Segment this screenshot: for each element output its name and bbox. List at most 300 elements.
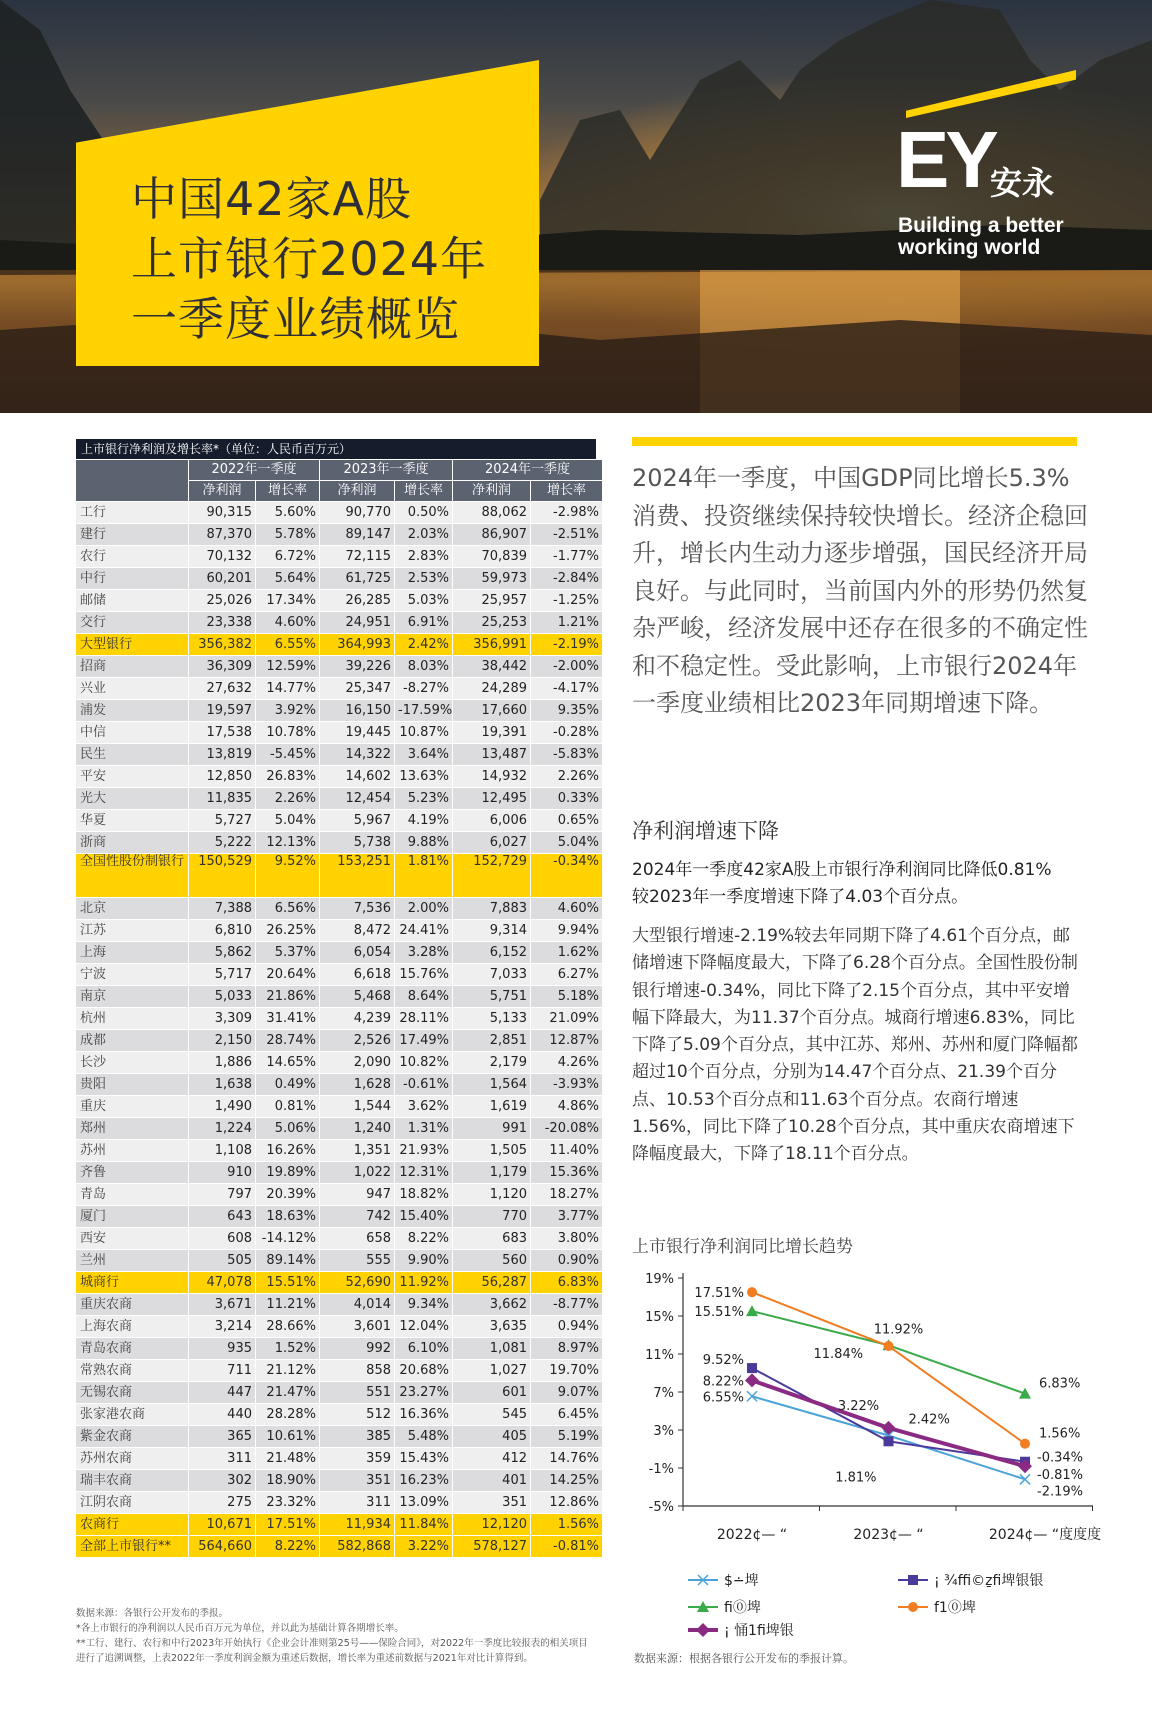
legend-label: $∸埤 xyxy=(724,1573,759,1589)
net-profit-cell: 12,850 xyxy=(189,766,255,787)
growth-rate-cell: 18.63% xyxy=(256,1206,319,1227)
bank-name: 交行 xyxy=(76,612,188,633)
growth-rate-cell: 17.49% xyxy=(395,1030,452,1051)
growth-rate-cell: 28.66% xyxy=(256,1316,319,1337)
growth-rate-cell: 11.92% xyxy=(395,1272,452,1293)
growth-rate-cell: 9.88% xyxy=(395,832,452,853)
bank-name: 光大 xyxy=(76,788,188,809)
growth-rate-cell: 19.89% xyxy=(256,1162,319,1183)
net-profit-cell: 5,738 xyxy=(320,832,394,853)
data-label: 17.51% xyxy=(694,1286,744,1302)
net-profit-cell: 275 xyxy=(189,1492,255,1513)
net-profit-cell: 5,468 xyxy=(320,986,394,1007)
header-period: 2024年一季度 xyxy=(453,460,602,480)
y-tick-label: 11% xyxy=(645,1348,674,1363)
net-profit-cell: 2,150 xyxy=(189,1030,255,1051)
net-profit-cell: 1,490 xyxy=(189,1096,255,1117)
table-row xyxy=(76,568,602,589)
growth-rate-cell: 4.60% xyxy=(531,898,602,919)
ey-logo xyxy=(896,70,1086,270)
growth-rate-cell: 3.62% xyxy=(395,1096,452,1117)
growth-rate-cell: 10.82% xyxy=(395,1052,452,1073)
tagline-line-2: working world xyxy=(898,236,1041,259)
growth-rate-cell: 21.09% xyxy=(531,1008,602,1029)
net-profit-cell: 11,835 xyxy=(189,788,255,809)
growth-rate-cell: 21.47% xyxy=(256,1382,319,1403)
table-row xyxy=(76,810,602,831)
table-row xyxy=(76,1140,602,1161)
table-row xyxy=(76,1118,602,1139)
net-profit-cell: 1,240 xyxy=(320,1118,394,1139)
growth-rate-cell: 20.39% xyxy=(256,1184,319,1205)
header-net-profit: 净利润 xyxy=(189,481,255,501)
intro-paragraph: 2024年一季度，中国GDP同比增长5.3% 消费、投资继续保持较快增长。经济企稳回升，增长内生动力逐步增强，国民经济开局良好。与此同时，当前国内外的形势仍然复杂严峻，经济发展中还存在很多的不确定性和不稳定性。受此影响，上市银行2024年一季度业绩相比2023年同期增速下降。 xyxy=(632,464,1088,717)
net-profit-cell: 17,538 xyxy=(189,722,255,743)
net-profit-cell: 9,314 xyxy=(453,920,530,941)
net-profit-cell: 658 xyxy=(320,1228,394,1249)
subtotal-row xyxy=(76,634,602,655)
growth-rate-cell: 21.48% xyxy=(256,1448,319,1469)
header-blank xyxy=(76,460,188,501)
bank-name: 全国性股份制银行 xyxy=(76,854,188,897)
growth-rate-cell: 24.41% xyxy=(395,920,452,941)
net-profit-cell: 910 xyxy=(189,1162,255,1183)
net-profit-cell: 88,062 xyxy=(453,502,530,523)
report-title-line-2: 上市银行2024年 xyxy=(131,232,488,286)
diamond-marker xyxy=(696,1623,710,1637)
table-row xyxy=(76,1404,602,1425)
net-profit-cell: 947 xyxy=(320,1184,394,1205)
triangle-marker xyxy=(746,1305,758,1316)
table-row xyxy=(76,766,602,787)
net-profit-cell: 90,315 xyxy=(189,502,255,523)
growth-rate-cell: -0.34% xyxy=(531,854,602,897)
diamond-marker xyxy=(882,1421,896,1435)
net-profit-cell: 12,454 xyxy=(320,788,394,809)
net-profit-cell: 36,309 xyxy=(189,656,255,677)
growth-rate-cell: 9.34% xyxy=(395,1294,452,1315)
growth-rate-cell: 6.72% xyxy=(256,546,319,567)
growth-rate-cell: 18.82% xyxy=(395,1184,452,1205)
growth-rate-cell: -2.19% xyxy=(531,634,602,655)
net-profit-cell: 24,289 xyxy=(453,678,530,699)
bank-name: 大型银行 xyxy=(76,634,188,655)
table-row xyxy=(76,920,602,941)
growth-rate-cell: 2.03% xyxy=(395,524,452,545)
growth-rate-cell: 31.41% xyxy=(256,1008,319,1029)
header-growth: 增长率 xyxy=(256,481,319,501)
growth-rate-cell: 9.94% xyxy=(531,920,602,941)
growth-rate-cell: 0.50% xyxy=(395,502,452,523)
growth-rate-cell: 11.40% xyxy=(531,1140,602,1161)
growth-rate-cell: -2.00% xyxy=(531,656,602,677)
table-row xyxy=(76,1228,602,1249)
header-net-profit: 净利润 xyxy=(453,481,530,501)
net-profit-cell: 5,717 xyxy=(189,964,255,985)
legend-label: f1⓪埤 xyxy=(934,1600,976,1616)
net-profit-cell: 4,014 xyxy=(320,1294,394,1315)
growth-rate-cell: 28.28% xyxy=(256,1404,319,1425)
data-label: -0.34% xyxy=(1037,1450,1083,1466)
table-row xyxy=(76,1184,602,1205)
table-row xyxy=(76,502,602,523)
data-label: 6.83% xyxy=(1039,1376,1081,1392)
bank-name: 民生 xyxy=(76,744,188,765)
growth-rate-cell: 28.74% xyxy=(256,1030,319,1051)
growth-rate-cell: 21.86% xyxy=(256,986,319,1007)
net-profit-cell: 11,934 xyxy=(320,1514,394,1535)
growth-rate-cell: 16.36% xyxy=(395,1404,452,1425)
table-row xyxy=(76,1360,602,1381)
net-profit-cell: 19,391 xyxy=(453,722,530,743)
bank-name: 建行 xyxy=(76,524,188,545)
growth-rate-cell: -5.83% xyxy=(531,744,602,765)
net-profit-cell: 60,201 xyxy=(189,568,255,589)
y-tick-label: 19% xyxy=(645,1272,674,1287)
net-profit-cell: 351 xyxy=(453,1492,530,1513)
net-profit-cell: 412 xyxy=(453,1448,530,1469)
growth-rate-cell: 5.78% xyxy=(256,524,319,545)
net-profit-cell: 13,819 xyxy=(189,744,255,765)
ey-logo-cn: 安永 xyxy=(990,164,1055,202)
bank-name: 常熟农商 xyxy=(76,1360,188,1381)
header-growth: 增长率 xyxy=(531,481,602,501)
net-profit-cell: 356,382 xyxy=(189,634,255,655)
net-profit-cell: 770 xyxy=(453,1206,530,1227)
net-profit-cell: 47,078 xyxy=(189,1272,255,1293)
square-marker xyxy=(747,1363,757,1373)
bank-name: 青岛 xyxy=(76,1184,188,1205)
table-row xyxy=(76,722,602,743)
square-marker xyxy=(884,1436,894,1446)
bank-name: 工行 xyxy=(76,502,188,523)
table-row xyxy=(76,590,602,611)
header-period: 2023年一季度 xyxy=(320,460,452,480)
chart-source: 数据来源：根据各银行公开发布的季报计算。 xyxy=(634,1652,854,1665)
net-profit-cell: 1,505 xyxy=(453,1140,530,1161)
growth-rate-cell: 11.21% xyxy=(256,1294,319,1315)
bank-name: 江阴农商 xyxy=(76,1492,188,1513)
bank-name: 青岛农商 xyxy=(76,1338,188,1359)
net-profit-cell: 5,133 xyxy=(453,1008,530,1029)
data-label: 2.42% xyxy=(908,1412,950,1428)
growth-rate-cell: 5.04% xyxy=(256,810,319,831)
bank-name: 成都 xyxy=(76,1030,188,1051)
growth-rate-cell: 1.81% xyxy=(395,854,452,897)
table-row xyxy=(76,1492,602,1513)
growth-rate-cell: 12.13% xyxy=(256,832,319,853)
growth-rate-cell: 16.23% xyxy=(395,1470,452,1491)
growth-rate-cell: 6.56% xyxy=(256,898,319,919)
net-profit-cell: 2,179 xyxy=(453,1052,530,1073)
growth-rate-cell: 2.83% xyxy=(395,546,452,567)
net-profit-cell: 3,662 xyxy=(453,1294,530,1315)
net-profit-cell: 1,351 xyxy=(320,1140,394,1161)
net-profit-cell: 56,287 xyxy=(453,1272,530,1293)
growth-rate-cell: 15.43% xyxy=(395,1448,452,1469)
growth-rate-cell: 5.03% xyxy=(395,590,452,611)
footnote-source: 数据来源：各银行公开发布的季报。 xyxy=(76,1608,229,1619)
growth-rate-cell: -2.84% xyxy=(531,568,602,589)
net-profit-cell: 17,660 xyxy=(453,700,530,721)
growth-rate-cell: 9.07% xyxy=(531,1382,602,1403)
net-profit-cell: 1,886 xyxy=(189,1052,255,1073)
growth-rate-cell: 3.80% xyxy=(531,1228,602,1249)
net-profit-cell: 25,026 xyxy=(189,590,255,611)
net-profit-cell: 555 xyxy=(320,1250,394,1271)
growth-rate-cell: 23.27% xyxy=(395,1382,452,1403)
net-profit-cell: 311 xyxy=(189,1448,255,1469)
table-row xyxy=(76,1074,602,1095)
table-row xyxy=(76,1382,602,1403)
bank-name: 重庆农商 xyxy=(76,1294,188,1315)
growth-rate-cell: 4.86% xyxy=(531,1096,602,1117)
data-label: 1.81% xyxy=(835,1470,877,1486)
growth-rate-cell: 5.64% xyxy=(256,568,319,589)
ey-logo-mark: EY xyxy=(896,115,995,204)
growth-rate-cell: 10.87% xyxy=(395,722,452,743)
net-profit-table xyxy=(76,439,599,1558)
net-profit-cell: 25,957 xyxy=(453,590,530,611)
growth-rate-cell: 12.59% xyxy=(256,656,319,677)
table-row xyxy=(76,1426,602,1447)
growth-rate-cell: 89.14% xyxy=(256,1250,319,1271)
growth-rate-cell: 11.84% xyxy=(395,1514,452,1535)
table-footnotes xyxy=(76,1606,596,1666)
growth-rate-cell: 0.90% xyxy=(531,1250,602,1271)
growth-rate-cell: 14.76% xyxy=(531,1448,602,1469)
net-profit-cell: 991 xyxy=(453,1118,530,1139)
table-row xyxy=(76,898,602,919)
table-row xyxy=(76,1008,602,1029)
bank-name: 全部上市银行** xyxy=(76,1536,188,1557)
growth-rate-cell: 3.64% xyxy=(395,744,452,765)
legend-label: ¡ 悀1fi埤银 xyxy=(724,1623,794,1639)
growth-rate-cell: 12.86% xyxy=(531,1492,602,1513)
growth-rate-cell: -0.28% xyxy=(531,722,602,743)
x-tick-label: 2022¢— “ xyxy=(716,1527,788,1543)
net-profit-cell: 5,751 xyxy=(453,986,530,1007)
table-row xyxy=(76,964,602,985)
growth-rate-cell: 5.19% xyxy=(531,1426,602,1447)
bank-name: 农商行 xyxy=(76,1514,188,1535)
report-title-line-1: 中国42家A股 xyxy=(131,172,413,226)
bank-name: 郑州 xyxy=(76,1118,188,1139)
y-tick-label: 3% xyxy=(653,1424,674,1439)
growth-rate-cell: 6.27% xyxy=(531,964,602,985)
net-profit-cell: 72,115 xyxy=(320,546,394,567)
net-profit-cell: 935 xyxy=(189,1338,255,1359)
growth-rate-cell: 6.55% xyxy=(256,634,319,655)
net-profit-cell: 5,033 xyxy=(189,986,255,1007)
footnote-2: **工行、建行、农行和中行2023年开始执行《企业会计准则第25号——保险合同》，对2022年一季度比较报表的相关项目进行了追溯调整，上表2022年一季度利润金额为重述后数据，增长率为重述前数据与2021年对比计算得到。 xyxy=(76,1638,588,1664)
table-row xyxy=(76,1448,602,1469)
bank-name: 紫金农商 xyxy=(76,1426,188,1447)
bank-name: 浙商 xyxy=(76,832,188,853)
bank-name: 北京 xyxy=(76,898,188,919)
net-profit-cell: 5,862 xyxy=(189,942,255,963)
growth-rate-cell: 13.09% xyxy=(395,1492,452,1513)
table-row xyxy=(76,678,602,699)
growth-rate-cell: 6.45% xyxy=(531,1404,602,1425)
net-profit-cell: 643 xyxy=(189,1206,255,1227)
net-profit-cell: 10,671 xyxy=(189,1514,255,1535)
bank-name: 南京 xyxy=(76,986,188,1007)
growth-rate-cell: 2.42% xyxy=(395,634,452,655)
subtotal-row xyxy=(76,854,602,897)
growth-rate-cell: 0.49% xyxy=(256,1074,319,1095)
subtotal-row xyxy=(76,1536,602,1557)
net-profit-cell: 14,602 xyxy=(320,766,394,787)
data-label: 9.52% xyxy=(702,1353,744,1369)
table-row xyxy=(76,1250,602,1271)
growth-rate-cell: 3.28% xyxy=(395,942,452,963)
net-profit-cell: 564,660 xyxy=(189,1536,255,1557)
growth-rate-cell: -8.27% xyxy=(395,678,452,699)
bank-name: 张家港农商 xyxy=(76,1404,188,1425)
bank-name: 长沙 xyxy=(76,1052,188,1073)
growth-rate-cell: 2.53% xyxy=(395,568,452,589)
table-row xyxy=(76,1096,602,1117)
header-period: 2022年一季度 xyxy=(189,460,319,480)
circle-marker xyxy=(908,1602,918,1612)
growth-rate-cell: 12.87% xyxy=(531,1030,602,1051)
data-label: 6.55% xyxy=(702,1390,744,1406)
chart-title: 上市银行净利润同比增长趋势 xyxy=(632,1237,853,1257)
growth-rate-cell: 1.31% xyxy=(395,1118,452,1139)
net-profit-cell: 545 xyxy=(453,1404,530,1425)
net-profit-cell: 742 xyxy=(320,1206,394,1227)
growth-rate-cell: 1.62% xyxy=(531,942,602,963)
net-profit-cell: 7,388 xyxy=(189,898,255,919)
net-profit-cell: 52,690 xyxy=(320,1272,394,1293)
bank-name: 苏州 xyxy=(76,1140,188,1161)
net-profit-cell: 401 xyxy=(453,1470,530,1491)
net-profit-cell: 1,544 xyxy=(320,1096,394,1117)
legend-label: ¡ ¾ffi©ẕfi埤银银 xyxy=(934,1573,1044,1589)
table-row xyxy=(76,1338,602,1359)
net-profit-cell: 25,347 xyxy=(320,678,394,699)
growth-rate-cell: 8.97% xyxy=(531,1338,602,1359)
net-profit-cell: 38,442 xyxy=(453,656,530,677)
net-profit-cell: 351 xyxy=(320,1470,394,1491)
growth-rate-cell: 12.04% xyxy=(395,1316,452,1337)
growth-rate-cell: 13.63% xyxy=(395,766,452,787)
growth-rate-cell: 3.22% xyxy=(395,1536,452,1557)
bank-name: 瑞丰农商 xyxy=(76,1470,188,1491)
net-profit-cell: 2,851 xyxy=(453,1030,530,1051)
growth-rate-cell: 0.94% xyxy=(531,1316,602,1337)
net-profit-cell: 1,022 xyxy=(320,1162,394,1183)
data-label: 11.92% xyxy=(873,1322,924,1338)
growth-rate-cell: 2.00% xyxy=(395,898,452,919)
bank-name: 平安 xyxy=(76,766,188,787)
growth-rate-cell: 5.23% xyxy=(395,788,452,809)
growth-rate-cell: -3.93% xyxy=(531,1074,602,1095)
net-profit-cell: 440 xyxy=(189,1404,255,1425)
growth-rate-cell: 21.12% xyxy=(256,1360,319,1381)
section-heading: 净利润增速下降 xyxy=(632,819,779,843)
net-profit-cell: 8,472 xyxy=(320,920,394,941)
net-profit-cell: 5,727 xyxy=(189,810,255,831)
growth-rate-cell: 14.65% xyxy=(256,1052,319,1073)
growth-rate-cell: 26.83% xyxy=(256,766,319,787)
growth-rate-cell: 23.32% xyxy=(256,1492,319,1513)
net-profit-cell: 6,618 xyxy=(320,964,394,985)
detail-paragraph: 大型银行增速-2.19%较去年同期下降了4.61个百分点，邮储增速下降幅度最大，下降了6.28个百分点。全国性股份制银行增速-0.34%，同比下降了2.15个百分点，其中平安增幅下降最大，为11.37个百分点。城商行增速6.83%，同比下降了5.09个百分点，其中江苏、郑州、苏州和厦门降幅都超过10个百分点，分别为14.47个百分点、21.39个百分点、10.53个百分点和11.63个百分点。农商行增速1.56%，同比下降了10.28个百分点，其中重庆农商增速下降幅度最大，下降了18.11个百分点。 xyxy=(632,926,1078,1165)
growth-rate-cell: 1.56% xyxy=(531,1514,602,1535)
net-profit-cell: 6,810 xyxy=(189,920,255,941)
footnote-1: *各上市银行的净利润以人民币百万元为单位，并以此为基础计算各期增长率。 xyxy=(76,1623,404,1634)
net-profit-cell: 311 xyxy=(320,1492,394,1513)
table-row xyxy=(76,1206,602,1227)
growth-rate-cell: 10.78% xyxy=(256,722,319,743)
net-profit-cell: 365 xyxy=(189,1426,255,1447)
table-row xyxy=(76,546,602,567)
summary-paragraph: 2024年一季度42家A股上市银行净利润同比降低0.81% 较2023年一季度增速下降了4.03个百分点。 xyxy=(632,860,1052,907)
net-profit-cell: 153,251 xyxy=(320,854,394,897)
table-row xyxy=(76,1470,602,1491)
growth-rate-cell: 5.48% xyxy=(395,1426,452,1447)
bank-name: 兴业 xyxy=(76,678,188,699)
bank-name: 上海 xyxy=(76,942,188,963)
table-row xyxy=(76,1294,602,1315)
net-profit-cell: 61,725 xyxy=(320,568,394,589)
data-label: 8.22% xyxy=(702,1374,744,1390)
growth-rate-cell: 9.90% xyxy=(395,1250,452,1271)
growth-rate-cell: 14.25% xyxy=(531,1470,602,1491)
net-profit-cell: 152,729 xyxy=(453,854,530,897)
net-profit-cell: 551 xyxy=(320,1382,394,1403)
growth-rate-cell: 8.64% xyxy=(395,986,452,1007)
growth-rate-cell: 16.26% xyxy=(256,1140,319,1161)
net-profit-cell: 608 xyxy=(189,1228,255,1249)
growth-rate-cell: 1.52% xyxy=(256,1338,319,1359)
table-row xyxy=(76,524,602,545)
net-profit-cell: 14,322 xyxy=(320,744,394,765)
net-profit-cell: 1,108 xyxy=(189,1140,255,1161)
growth-rate-cell: 26.25% xyxy=(256,920,319,941)
growth-rate-cell: 21.93% xyxy=(395,1140,452,1161)
net-profit-cell: 405 xyxy=(453,1426,530,1447)
net-profit-cell: 70,132 xyxy=(189,546,255,567)
net-profit-cell: 23,338 xyxy=(189,612,255,633)
growth-rate-cell: -8.77% xyxy=(531,1294,602,1315)
growth-rate-cell: 2.26% xyxy=(256,788,319,809)
growth-rate-cell: -14.12% xyxy=(256,1228,319,1249)
net-profit-cell: 578,127 xyxy=(453,1536,530,1557)
net-profit-cell: 39,226 xyxy=(320,656,394,677)
bank-name: 招商 xyxy=(76,656,188,677)
growth-rate-cell: 19.70% xyxy=(531,1360,602,1381)
net-profit-cell: 1,628 xyxy=(320,1074,394,1095)
bank-name: 齐鲁 xyxy=(76,1162,188,1183)
growth-rate-cell: 10.61% xyxy=(256,1426,319,1447)
net-profit-cell: 447 xyxy=(189,1382,255,1403)
net-profit-cell: 356,991 xyxy=(453,634,530,655)
subtotal-row xyxy=(76,1272,602,1293)
bank-name: 中信 xyxy=(76,722,188,743)
net-profit-cell: 3,635 xyxy=(453,1316,530,1337)
net-profit-cell: 582,868 xyxy=(320,1536,394,1557)
data-label: 11.84% xyxy=(813,1347,864,1363)
growth-rate-cell: -2.98% xyxy=(531,502,602,523)
header-growth: 增长率 xyxy=(395,481,452,501)
growth-rate-cell: 2.26% xyxy=(531,766,602,787)
growth-rate-cell: 4.60% xyxy=(256,612,319,633)
legend-label: fi⓪埤 xyxy=(724,1600,761,1616)
net-profit-cell: 70,839 xyxy=(453,546,530,567)
